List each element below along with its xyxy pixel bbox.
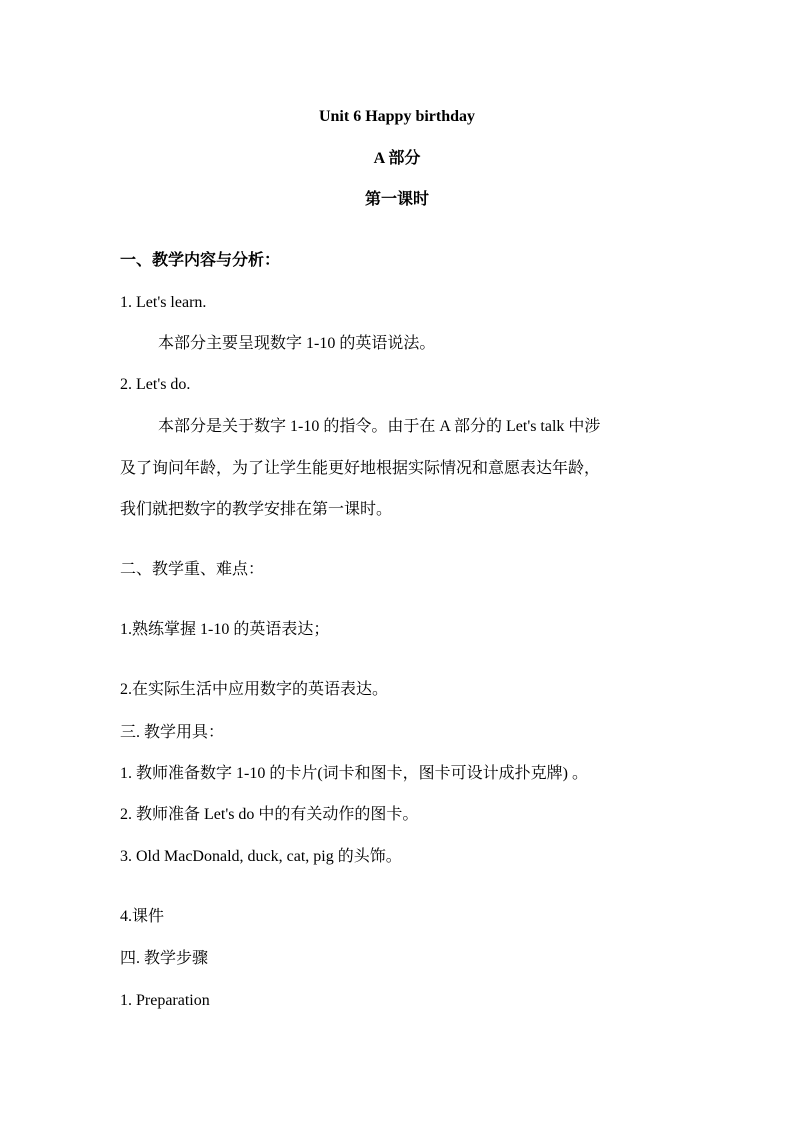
section-heading-teaching-aids: 三. 教学用具： [120, 724, 225, 741]
section-heading-teaching-steps: 四. 教学步骤 [120, 950, 209, 967]
teaching-aid-4: 4.课件 [120, 908, 165, 925]
item-lets-do: 2. Let's do. [120, 376, 191, 393]
lesson-heading: 第一课时 [364, 191, 429, 208]
teaching-aid-3: 3. Old MacDonald, duck, cat, pig 的头饰。 [120, 848, 402, 865]
section-heading-key-points: 二、教学重、难点： [120, 561, 265, 578]
step-preparation: 1. Preparation [120, 992, 210, 1009]
item-lets-do-description-line2: 及了询问年龄，为了让学生能更好地根据实际情况和意愿表达年龄， [120, 460, 601, 477]
teaching-aid-1: 1. 教师准备数字 1-10 的卡片(词卡和图卡，图卡可设计成扑克牌) 。 [120, 765, 588, 782]
key-point-2: 2.在实际生活中应用数字的英语表达。 [120, 681, 389, 698]
section-heading-content-analysis: 一、教学内容与分析： [120, 252, 281, 269]
key-point-1: 1.熟练掌握 1-10 的英语表达； [120, 621, 330, 638]
part-heading: A 部分 [373, 150, 421, 167]
item-lets-do-description-line1: 本部分是关于数字 1-10 的指令。由于在 A 部分的 Let's talk 中涉 [158, 418, 601, 435]
document-title: Unit 6 Happy birthday [318, 108, 476, 125]
item-lets-do-description-line3: 我们就把数字的教学安排在第一课时。 [120, 501, 393, 518]
item-lets-learn-description: 本部分主要呈现数字 1-10 的英语说法。 [158, 335, 436, 352]
teaching-aid-2: 2. 教师准备 Let's do 中的有关动作的图卡。 [120, 806, 419, 823]
item-lets-learn: 1. Let's learn. [120, 294, 207, 311]
